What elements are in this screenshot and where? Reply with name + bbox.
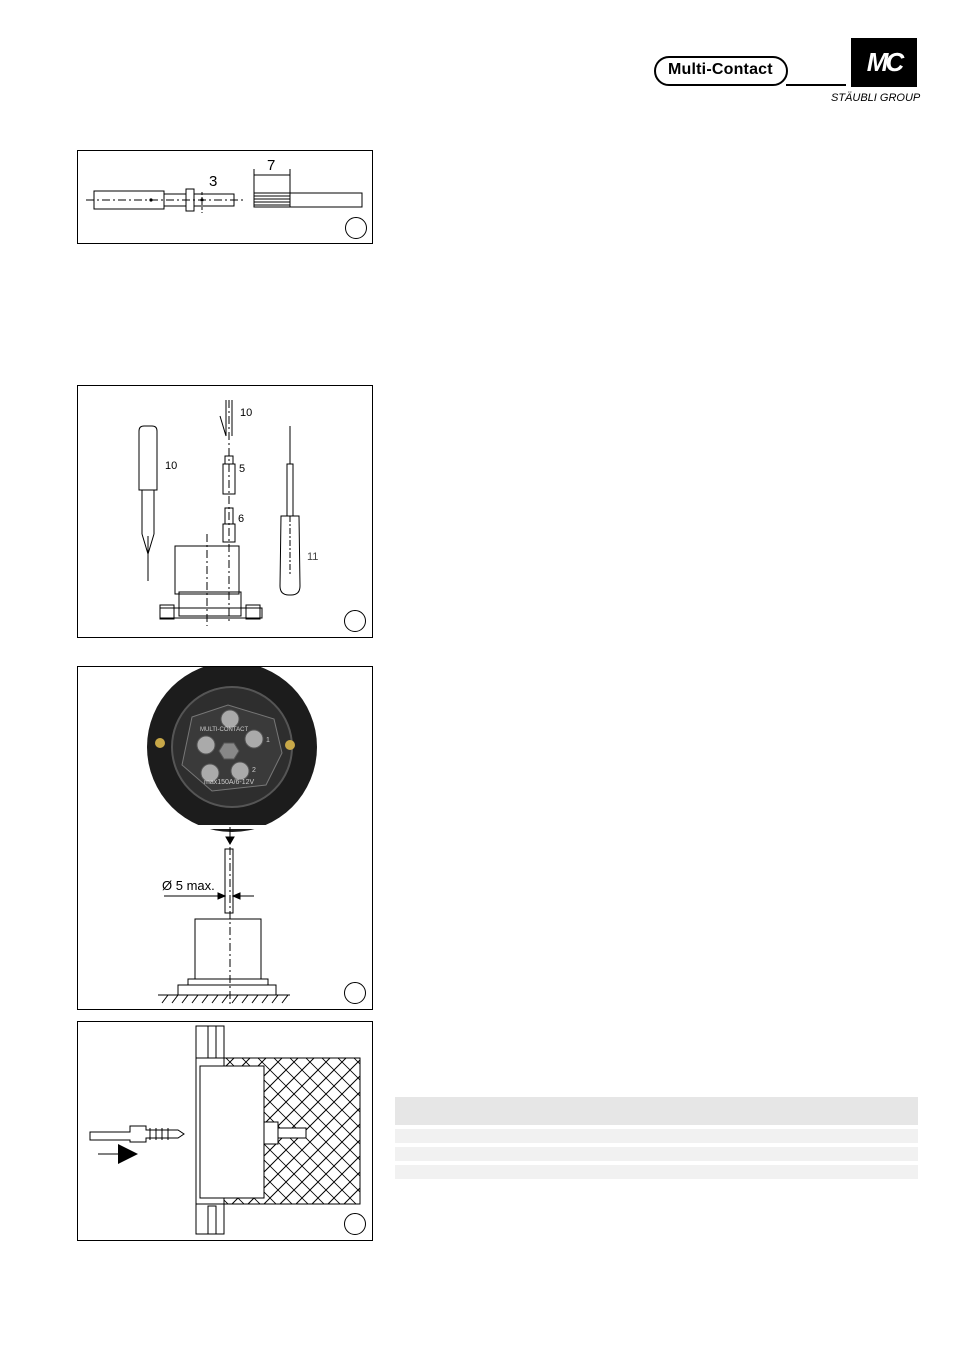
figure-2 xyxy=(77,385,373,638)
figure-4-drawing xyxy=(78,1022,373,1241)
photo-label-1: 1 xyxy=(266,737,270,744)
figure-2-label-6: 6 xyxy=(238,513,245,525)
brand-logo-mark: MC xyxy=(851,38,917,87)
brand-name: Multi-Contact xyxy=(668,61,773,78)
figure-4 xyxy=(77,1021,373,1241)
photo-label-rating: max150A/6-12V xyxy=(204,779,255,786)
figure-2-label-10-cable: 10 xyxy=(240,407,253,419)
figure-3 xyxy=(77,666,373,1010)
figure-2-label-10-tool: 10 xyxy=(165,460,178,472)
figure-number-circle xyxy=(344,1213,366,1235)
diameter-dimension-label: Ø 5 max. xyxy=(162,878,215,893)
socket-photo xyxy=(144,667,324,832)
table-row xyxy=(395,1165,918,1179)
figure-1-drawing xyxy=(78,151,373,244)
photo-label-2: 2 xyxy=(252,767,256,774)
logo-rule xyxy=(786,84,846,86)
group-name: STÄUBLI GROUP xyxy=(831,92,921,104)
figure-3-drawing xyxy=(78,667,373,1010)
figure-number-circle xyxy=(344,982,366,1004)
table-row xyxy=(395,1147,918,1161)
figure-2-drawing xyxy=(78,386,373,638)
table-row xyxy=(395,1129,918,1143)
photo-label-brand: MULTI-CONTACT xyxy=(200,727,249,733)
figure-number-circle xyxy=(344,610,366,632)
figure-2-label-5: 5 xyxy=(239,463,246,475)
figure-number-circle xyxy=(345,217,367,239)
figure-2-label-11: 11 xyxy=(307,551,319,563)
figure-1-label-7: 7 xyxy=(267,157,276,174)
table-header xyxy=(395,1097,918,1125)
figure-1 xyxy=(77,150,373,244)
figure-1-label-3: 3 xyxy=(209,173,218,190)
